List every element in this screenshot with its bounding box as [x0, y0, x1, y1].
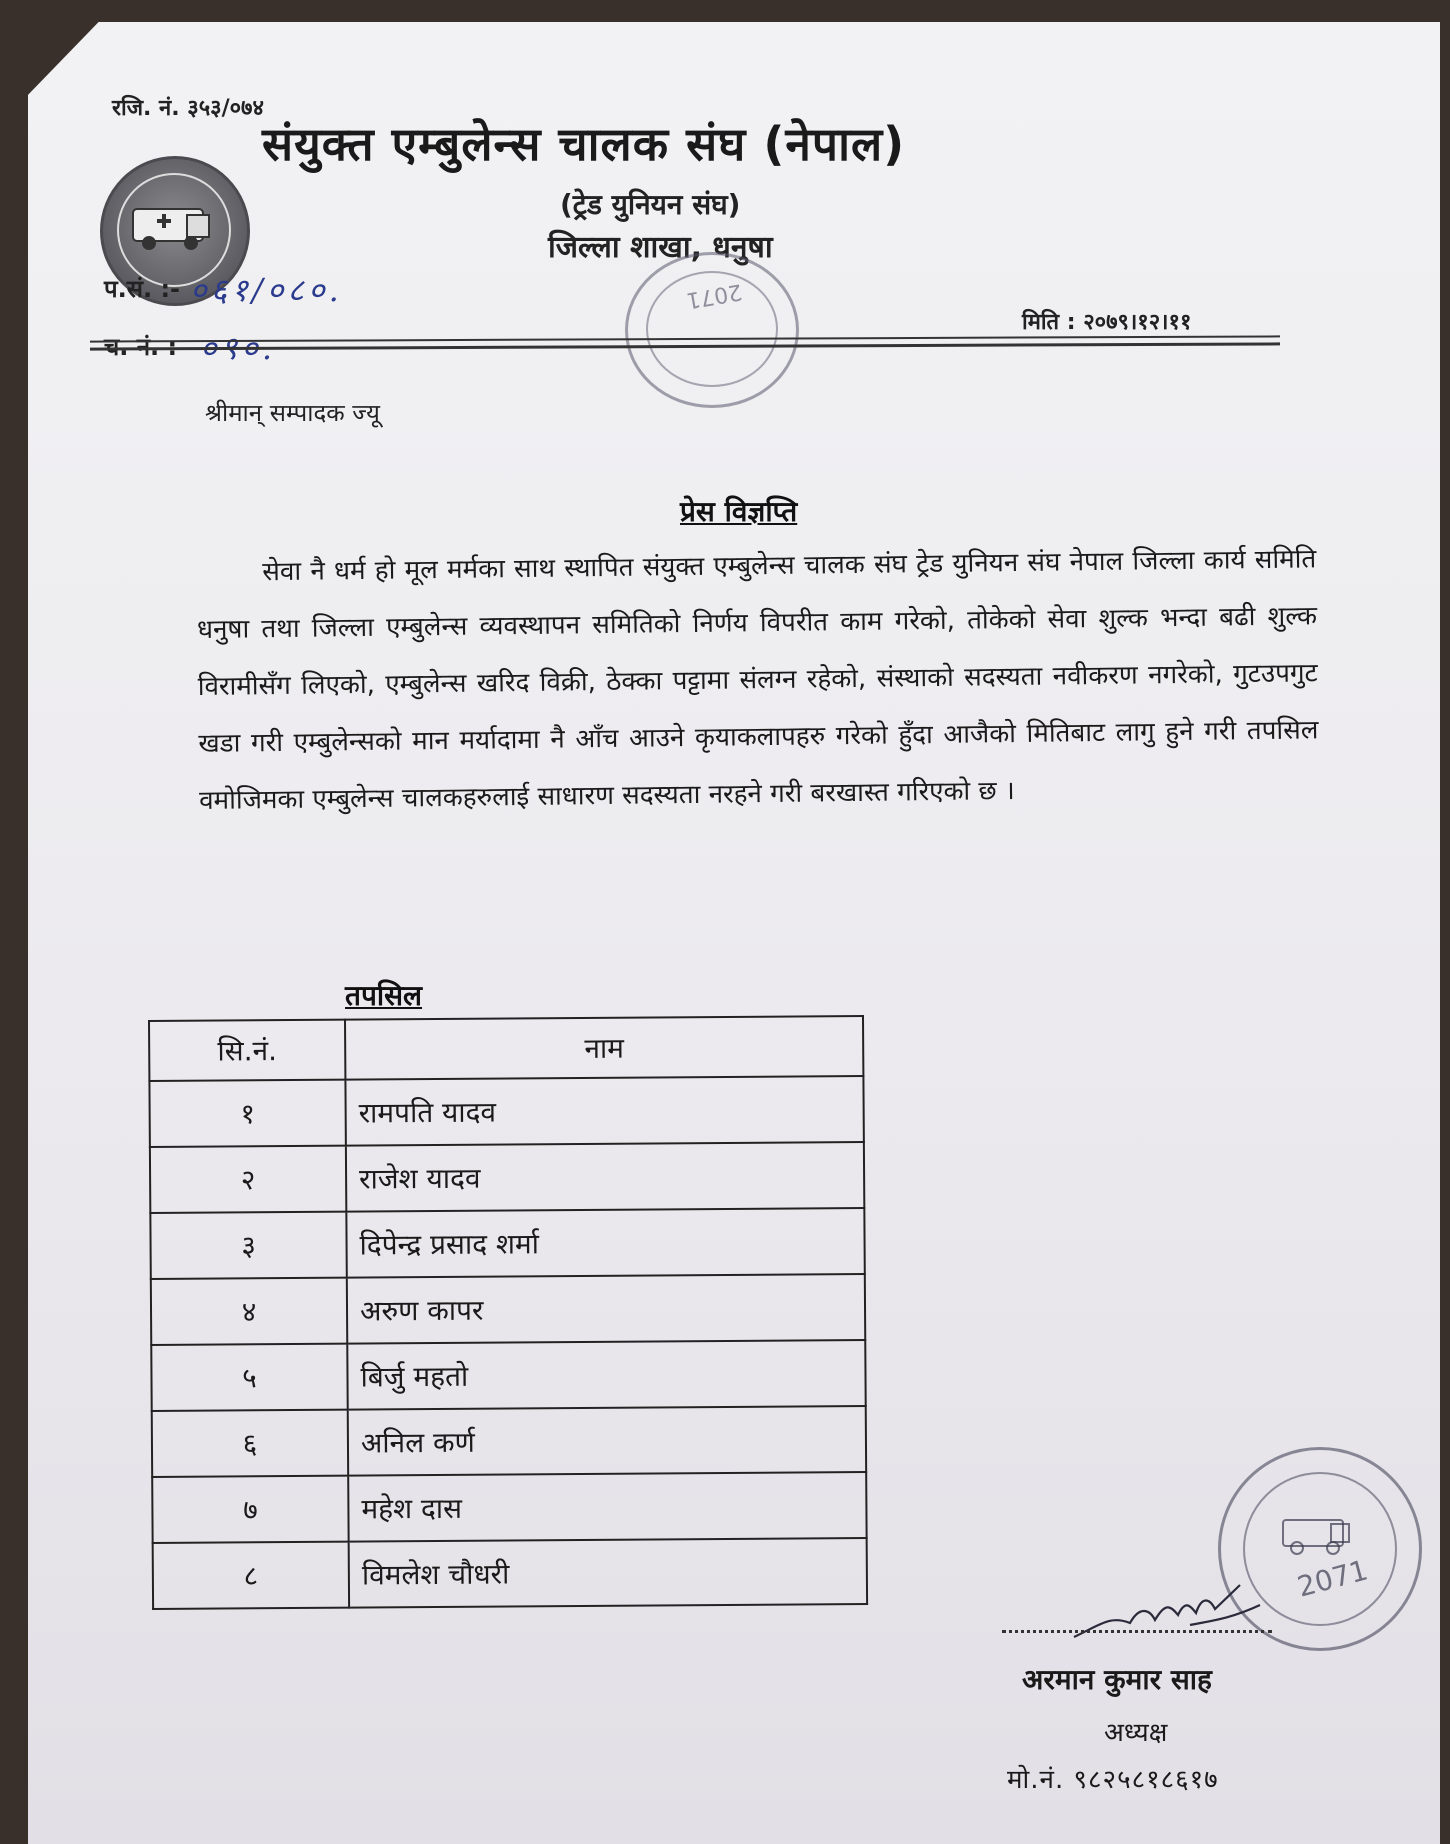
- serial-cell: १: [149, 1080, 345, 1147]
- organization-name: संयुक्त एम्बुलेन्स चालक संघ (नेपाल): [262, 117, 906, 171]
- cn-value: ०९०.: [200, 329, 277, 367]
- table-row: [150, 1142, 864, 1213]
- name-cell: बिर्जु महतो: [347, 1340, 865, 1410]
- name-cell: महेश दास: [348, 1472, 866, 1542]
- serial-cell: ३: [150, 1212, 346, 1279]
- office-stamp-top: 2071: [625, 252, 799, 408]
- column-header-name: नाम: [345, 1016, 863, 1080]
- signatory-role: अध्यक्ष: [1104, 1718, 1168, 1748]
- name-cell: अनिल कर्ण: [348, 1406, 866, 1476]
- table-row: [149, 1076, 863, 1147]
- ps-value: ०६१/०८०.: [190, 271, 343, 309]
- organization-subtitle: (ट्रेड युनियन संघ): [560, 188, 741, 221]
- signature-line: [1002, 1630, 1272, 1633]
- signatory-name: अरमान कुमार साह: [1022, 1663, 1212, 1696]
- details-heading: तपसिल: [345, 979, 423, 1012]
- name-cell: रामपति यादव: [345, 1076, 863, 1146]
- name-cell: दिपेन्द्र प्रसाद शर्मा: [346, 1208, 864, 1278]
- serial-cell: ४: [151, 1278, 347, 1345]
- press-release-body: सेवा नै धर्म हो मूल मर्मका साथ स्थापित संयुक्त एम्बुलेन्स चालक संघ ट्रेड युनियन संघ नेपाल जिल्ला कार्य समिति धनुषा तथा जिल्ला एम्बुलेन्स व्यवस्थापन समितिको निर्णय विपरीत काम गरेको, तोकेको सेवा शुल्क भन्दा बढी शुल्क विरामीसँग लिएको, एम्बुलेन्स खरिद विक्री, ठेक्का पट्टामा संलग्न रहेको, संस्थाको सदस्यता नवीकरण नगरेको, गुटउपगुट खडा गरी एम्बुलेन्सको मान मर्यादामा नै आँच आउने कृयाकलापहरु गरेको हुँदा आजैको मितिबाट लागु हुने गरी तपसिल वमोजिमका एम्बुलेन्स चालकहरुलाई साधारण सदस्यता नरहने गरी बरखास्त गरिएको छ ।: [196, 544, 1319, 816]
- table-row: [151, 1274, 865, 1345]
- dismissed-drivers-table: [148, 1015, 868, 1610]
- cn-label: च. नं. :: [104, 333, 178, 361]
- serial-cell: २: [150, 1146, 346, 1213]
- ps-label: प.सं. :-: [104, 275, 181, 303]
- handwritten-signature: [1070, 1575, 1290, 1645]
- branch-name: जिल्ला शाखा, धनुषा: [548, 230, 773, 265]
- serial-cell: ७: [152, 1476, 348, 1543]
- name-cell: अरुण कापर: [347, 1274, 865, 1344]
- column-header-serial: सि.नं.: [149, 1020, 345, 1081]
- table-row: [150, 1208, 864, 1279]
- press-release-heading: प्रेस विज्ञप्ति: [680, 495, 798, 528]
- office-stamp-bottom: 2071: [1218, 1447, 1422, 1651]
- table-header-row: [149, 1016, 863, 1081]
- table-row: [152, 1472, 866, 1543]
- table-row: [152, 1406, 866, 1477]
- letter-date: मिति : २०७९।१२।११: [1022, 310, 1192, 335]
- serial-cell: ६: [152, 1410, 348, 1477]
- ambulance-icon: [127, 199, 223, 259]
- table-row: [153, 1538, 867, 1609]
- serial-cell: ५: [151, 1344, 347, 1411]
- serial-cell: ८: [153, 1542, 349, 1609]
- table-row: [151, 1340, 865, 1411]
- signatory-mobile: मो.नं. ९८२५८१८६१७: [1007, 1765, 1219, 1795]
- ambulance-stamp-icon: [1279, 1512, 1363, 1560]
- name-cell: विमलेश चौधरी: [349, 1538, 867, 1608]
- registration-number: रजि. नं. ३५३/०७४: [112, 96, 264, 121]
- name-cell: राजेश यादव: [346, 1142, 864, 1212]
- salutation: श्रीमान् सम्पादक ज्यू: [205, 399, 380, 427]
